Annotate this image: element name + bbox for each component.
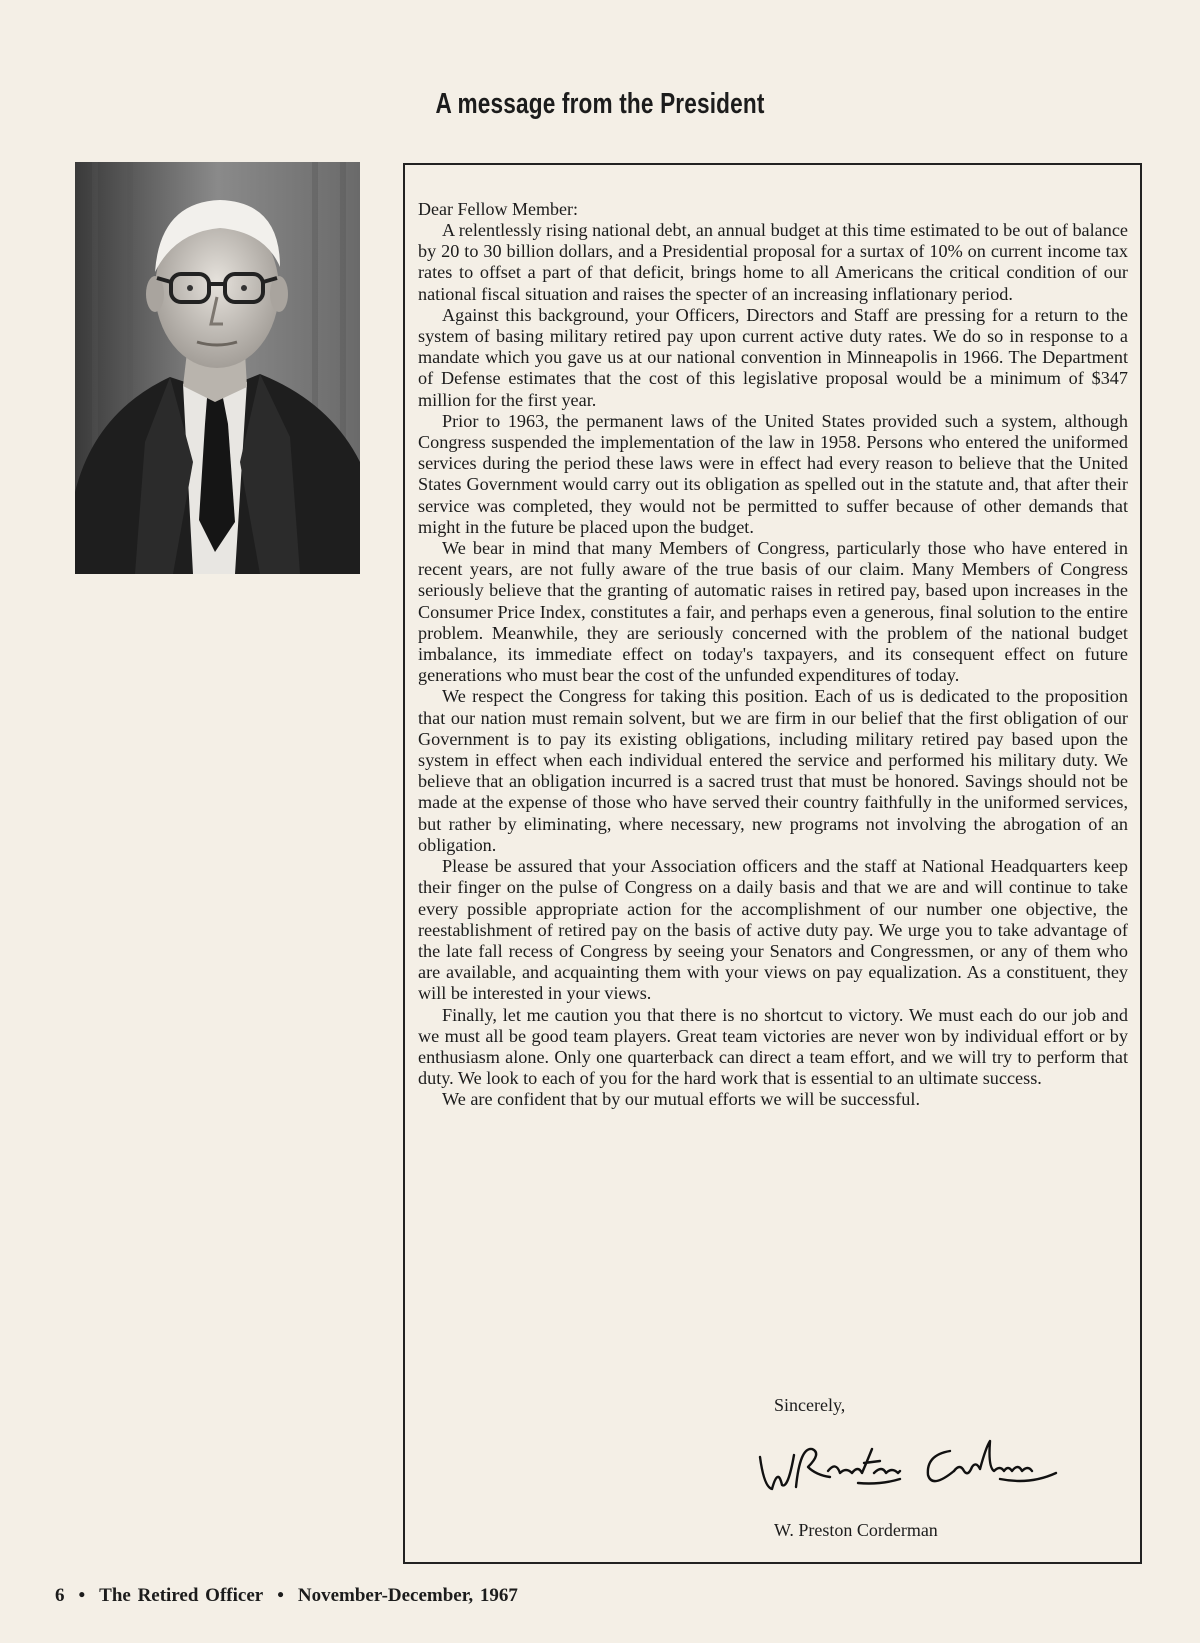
letter-box: [403, 163, 1142, 1564]
letter-paragraph-7: Finally, let me caution you that there is no shortcut to victory. We must each do our job and we must all be good team players. Great team victories are never won by individual effort or by enthusiasm alone. Only one quarterback can direct a team effort, and we will try to perform that duty. We look to each of you for the hard work that is essential to an ultimate success.: [418, 1004, 1128, 1089]
letter-paragraph-6: Please be assured that your Association officers and the staff at National Headquarters keep their finger on the pulse of Congress on a daily basis and that we are and will continue to take every possible appropriate action for the accomplishment of our number one objective, the reestablishment of retired pay on the basis of active duty pay. We urge you to take advantage of the late fall recess of Congress by seeing your Senators and Congressmen, or any of them who are available, and acquainting them with your views on pay equalization. As a constituent, they will be interested in your views.: [418, 856, 1128, 1004]
handwritten-signature: [750, 1427, 1060, 1507]
portrait-image: [75, 162, 360, 574]
letter-paragraph-2: Against this background, your Officers, Directors and Staff are pressing for a return to the system of basing military retired pay upon current active duty rates. We do so in response to a mandate which you gave us at our national convention in Minneapolis in 1966. The Department of Defense estimates that the cost of this legislative proposal would be a minimum of $347 million for the first year.: [418, 304, 1128, 410]
bullet-separator: •: [277, 1585, 284, 1606]
page-title: A message from the President: [435, 88, 765, 120]
president-portrait: [75, 162, 360, 574]
letter-paragraph-3: Prior to 1963, the permanent laws of the United States provided such a system, although Congress suspended the implementation of the law in 1958. Persons who entered the uniformed services during the period these laws were in effect had every reason to believe that the United States Government would carry out its obligation as spelled out in the statute and, that after their service was completed, they would not be permitted to suffer because of other demands that might in the future be placed upon the budget.: [418, 410, 1128, 537]
letter-paragraph-4: We bear in mind that many Members of Congress, particularly those who have entered in recent years, are not fully aware of the true basis of our claim. Many Members of Congress seriously believe that the granting of automatic raises in retired pay, based upon increases in the Consumer Price Index, constitutes a fair, and perhaps even a generous, final solution to the entire problem. Meanwhile, they are seriously concerned with the problem of the national budget imbalance, its immediate effect on today's taxpayers, and its consequent effect on future generations who must bear the cost of the unfunded expenditures of today.: [418, 538, 1128, 686]
issue-date: November-December, 1967: [297, 1585, 518, 1606]
letter-paragraph-5: We respect the Congress for taking this position. Each of us is dedicated to the proposition that our nation must remain solvent, but we are firm in our belief that the first obligation of our Government is to pay its existing obligations, including military retired pay based upon the system in effect when each individual entered the service and performed his military duty. We believe that an obligation incurred is a sacred trust that must be honored. Savings should not be made at the expense of those who have served their country faithfully in the uniformed services, but rather by eliminating, where necessary, new programs not involving the abrogation of an obligation.: [418, 686, 1128, 855]
bullet-separator: •: [78, 1585, 86, 1606]
publication-name: The Retired Officer: [99, 1585, 264, 1606]
letter-closing: Sincerely,: [774, 1395, 846, 1415]
page-footer: [55, 1585, 518, 1607]
letter-paragraph-8: We are confident that by our mutual efforts we will be successful.: [442, 1089, 920, 1110]
page-number: 6: [55, 1585, 65, 1606]
letter-greeting: Dear Fellow Member:: [418, 199, 578, 219]
letter-paragraph-1: A relentlessly rising national debt, an annual budget at this time estimated to be out of balance by 20 to 30 billion dollars, and a Presidential proposal for a surtax of 10% on current income tax rates to offset a part of that deficit, brings home to all Americans the critical condition of our national fiscal situation and raises the specter of an increasing inflationary period.: [418, 220, 1128, 304]
signer-name: W. Preston Corderman: [774, 1520, 938, 1540]
